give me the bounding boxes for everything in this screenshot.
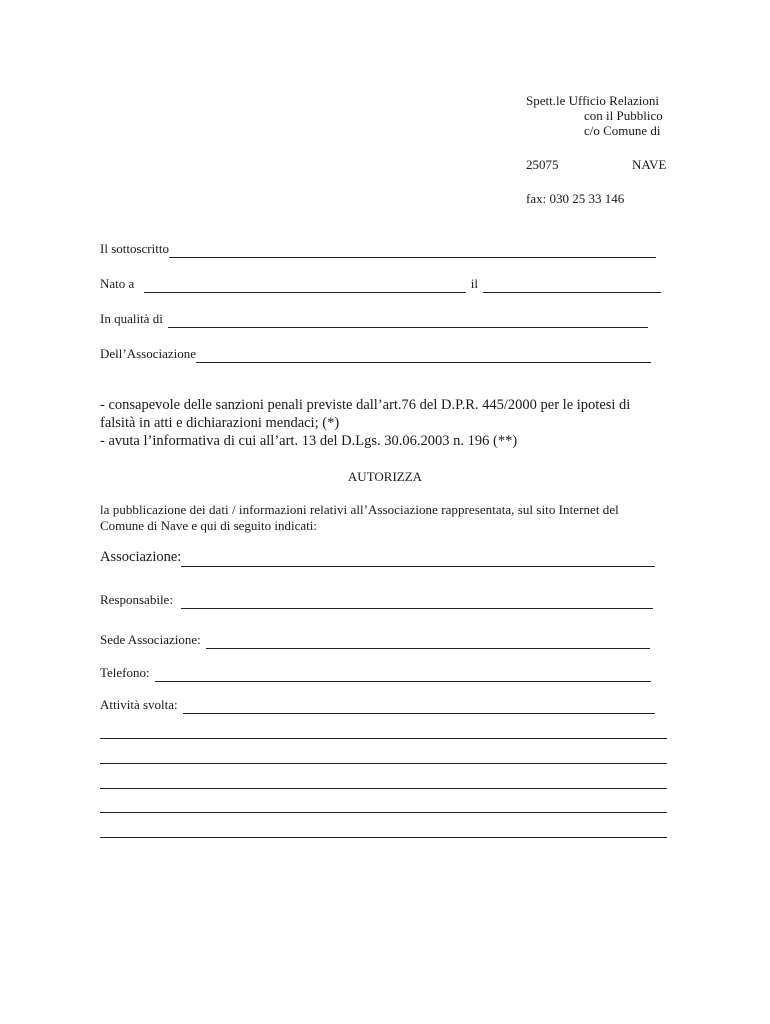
- phone-field[interactable]: [155, 665, 651, 682]
- seat-field[interactable]: [206, 632, 650, 649]
- seat-row: [100, 632, 650, 649]
- declaration-privacy: - avuta l’informativa di cui all’art. 13 del D.Lgs. 30.06.2003 n. 196 (**): [100, 433, 518, 449]
- activity-blank-line[interactable]: [100, 837, 667, 838]
- responsible-row: [100, 592, 653, 609]
- activity-field[interactable]: [183, 697, 655, 714]
- undersigned-field[interactable]: [169, 241, 656, 258]
- role-row: [100, 311, 648, 328]
- authorization-text-2: Comune di Nave e qui di seguito indicati:: [100, 518, 317, 533]
- recipient-city: NAVE: [632, 157, 667, 172]
- association-field[interactable]: [181, 548, 655, 567]
- activity-blank-line[interactable]: [100, 763, 667, 764]
- responsible-field[interactable]: [181, 592, 653, 609]
- activity-blank-line[interactable]: [100, 812, 667, 813]
- role-label: In qualità di: [100, 311, 163, 326]
- activity-blank-line[interactable]: [100, 738, 667, 739]
- association-label: Associazione:: [100, 549, 182, 565]
- undersigned-label: Il sottoscritto: [100, 241, 169, 256]
- born-row: [100, 276, 661, 293]
- recipient-fax: fax: 030 25 33 146: [526, 191, 625, 206]
- undersigned-row: [100, 241, 656, 258]
- authorization-text-1: la pubblicazione dei dati / informazioni relativi all’Associazione rappresentata, sul sito Internet del: [100, 502, 619, 517]
- born-label: Nato a: [100, 276, 135, 291]
- activity-row: [100, 697, 655, 714]
- association-of-label: Dell’Associazione: [100, 346, 197, 361]
- association-of-row: [100, 346, 651, 363]
- birthdate-field[interactable]: [483, 276, 661, 293]
- phone-row: [100, 665, 651, 682]
- recipient-line2: con il Pubblico: [584, 108, 663, 123]
- seat-label: Sede Associazione:: [100, 632, 201, 647]
- authorization-heading: AUTORIZZA: [347, 469, 423, 484]
- phone-label: Telefono:: [100, 665, 150, 680]
- association-row: [100, 548, 655, 567]
- role-field[interactable]: [168, 311, 648, 328]
- birthdate-label: il: [470, 276, 479, 291]
- recipient-line3: c/o Comune di: [584, 123, 661, 138]
- recipient-line1: Spett.le Ufficio Relazioni: [526, 93, 659, 108]
- association-of-field[interactable]: [196, 346, 651, 363]
- birthplace-field[interactable]: [144, 276, 466, 293]
- activity-label: Attività svolta:: [100, 697, 178, 712]
- activity-blank-line[interactable]: [100, 788, 667, 789]
- declaration-penal: - consapevole delle sanzioni penali previste dall’art.76 del D.P.R. 445/2000 per le ipotesi di falsità in atti e dichiarazioni mendaci; (*): [100, 397, 631, 431]
- responsible-label: Responsabile:: [100, 592, 173, 607]
- recipient-cap: 25075: [526, 157, 559, 172]
